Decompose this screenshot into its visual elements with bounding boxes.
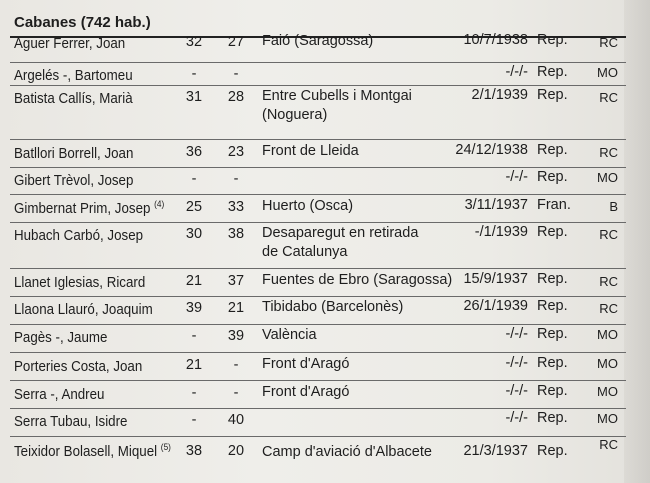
age-value: 25 [185,199,203,215]
date-value: 15/9/1937 [463,271,528,287]
age-value: 39 [185,300,203,316]
second-number-value: 33 [227,199,245,215]
age-value: 30 [185,226,203,242]
age-value: - [191,328,197,344]
section-title: Cabanes (742 hab.) [14,14,151,31]
person-name-text: Serra -, Andreu [14,387,105,403]
place-line: de Catalunya [262,244,348,260]
person-name [14,387,104,404]
side-value: Rep. [537,443,568,459]
second-number-value: 23 [227,144,245,160]
person-name-text: Serra Tubau, Isidre [14,414,128,430]
page-edge-shadow [624,0,650,483]
second-number-value: 38 [227,226,245,242]
person-name-text: Teixidor Bolasell, Miquel [14,444,158,460]
side-value: Rep. [537,298,568,314]
row-divider [10,436,626,437]
second-number-value: 39 [227,328,245,344]
place-line: Huerto (Osca) [262,198,354,214]
age-value: 36 [185,144,203,160]
age-value: - [191,66,197,82]
second-number-value: 28 [227,89,245,105]
code-value: RC [599,35,618,50]
age-value: - [191,412,197,428]
code-value: B [609,199,618,214]
code-value: MO [597,327,618,342]
date-value: -/-/- [505,410,528,426]
date-value: -/-/- [505,326,528,342]
side-value: Rep. [537,169,568,185]
date-value: -/1/1939 [474,224,528,240]
row-divider [10,296,626,297]
age-value: - [191,171,197,187]
person-name-text: Pagès -, Jaume [14,330,108,346]
side-value: Rep. [537,142,568,158]
place-line: Entre Cubells i Montgai [262,88,412,104]
person-name [14,330,107,347]
row-divider [10,268,626,269]
person-name [14,201,164,218]
row-divider [10,62,626,63]
age-value: 21 [185,273,203,289]
date-value: -/-/- [505,169,528,185]
side-value: Rep. [537,355,568,371]
side-value: Rep. [537,383,568,399]
code-value: RC [599,227,618,242]
second-number-value: 37 [227,273,245,289]
second-number-value: - [233,171,239,187]
side-value: Rep. [537,326,568,342]
person-name [14,173,133,190]
row-divider [10,85,626,86]
second-number-value: 21 [227,300,245,316]
second-number-value: - [233,66,239,82]
side-value: Rep. [537,32,568,48]
person-name [14,146,133,163]
date-value: -/-/- [505,383,528,399]
code-value: RC [599,90,618,105]
place-line: Faió (Saragossa) [262,33,374,49]
second-number-value: 20 [227,443,245,459]
place-line: València [262,327,317,343]
footnote-marker: (5) [160,442,171,453]
place-line: Tibidabo (Barcelonès) [262,299,404,315]
person-name-text: Hubach Carbó, Josep [14,228,144,244]
code-value: MO [597,356,618,371]
row-divider [10,167,626,168]
person-name [14,414,127,431]
row-divider [10,380,626,381]
person-name [14,91,133,108]
place-line: Desaparegut en retirada [262,225,419,241]
date-value: 2/1/1939 [471,87,528,103]
second-number-value: - [233,385,239,401]
person-name-text: Batista Callís, Marià [14,91,133,107]
person-name [14,68,133,85]
row-divider [10,194,626,195]
age-value: 38 [185,443,203,459]
code-value: MO [597,65,618,80]
date-value: 10/7/1938 [463,32,528,48]
person-name [14,228,143,245]
row-divider [10,352,626,353]
person-name-text: Batllori Borrell, Joan [14,146,134,162]
date-value: -/-/- [505,355,528,371]
code-value: RC [599,437,618,452]
side-value: Rep. [537,64,568,80]
person-name-text: Argelés -, Bartomeu [14,68,133,84]
date-value: 26/1/1939 [463,298,528,314]
place-line: Front d'Aragó [262,384,350,400]
age-value: 32 [185,34,203,50]
place-line: Fuentes de Ebro (Saragossa) [262,272,453,288]
place-line: Front de Lleida [262,143,359,159]
place-line: (Noguera) [262,107,328,123]
second-number-value: - [233,357,239,373]
person-name-text: Llaona Llauró, Joaquim [14,302,153,318]
side-value: Rep. [537,224,568,240]
age-value: 21 [185,357,203,373]
date-value: -/-/- [505,64,528,80]
person-name-text: Gimbernat Prim, Josep [14,201,151,217]
second-number-value: 40 [227,412,245,428]
code-value: MO [597,411,618,426]
code-value: RC [599,145,618,160]
age-value: - [191,385,197,401]
row-divider [10,222,626,223]
person-name-text: Aguer Ferrer, Joan [14,36,126,52]
place-line: Front d'Aragó [262,356,350,372]
person-name [14,359,142,376]
side-value: Rep. [537,87,568,103]
person-name [14,302,153,319]
code-value: MO [597,170,618,185]
code-value: RC [599,274,618,289]
row-divider [10,408,626,409]
side-value: Fran. [537,197,571,213]
person-name-text: Gibert Trèvol, Josep [14,173,134,189]
row-divider [10,139,626,140]
date-value: 3/11/1937 [464,197,528,213]
date-value: 24/12/1938 [455,142,528,158]
code-value: RC [599,301,618,316]
person-name-text: Porteries Costa, Joan [14,359,143,375]
row-divider [10,324,626,325]
code-value: MO [597,384,618,399]
side-value: Rep. [537,271,568,287]
side-value: Rep. [537,410,568,426]
second-number-value: 27 [227,34,245,50]
person-name [14,275,145,292]
person-name [14,444,171,461]
person-name-text: Llanet Iglesias, Ricard [14,275,146,291]
footnote-marker: (4) [154,199,165,210]
place-line: Camp d'aviació d'Albacete [262,444,432,460]
age-value: 31 [185,89,203,105]
person-name [14,36,125,53]
date-value: 21/3/1937 [463,443,528,459]
